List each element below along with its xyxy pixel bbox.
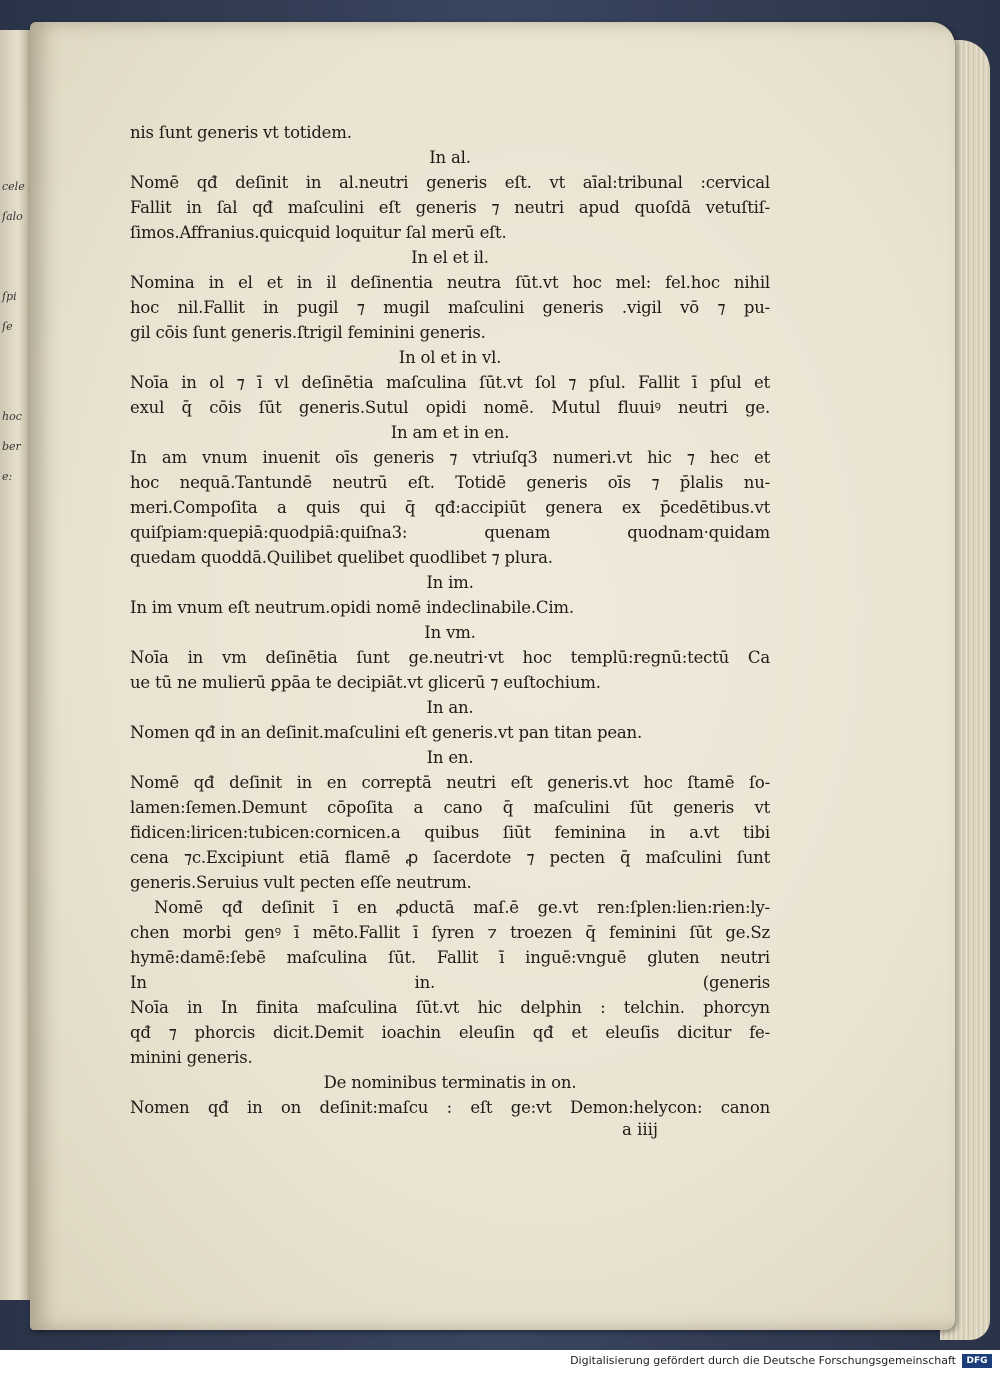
section-heading: In am et in en.: [390, 423, 510, 442]
facing-page-fragment: cele: [2, 180, 25, 193]
section-heading: De nominibus terminatis in on.: [323, 1073, 577, 1092]
text-line: Nomina in el et in il deſinentia neutra ſūt.vt hoc mel: fel.hoc nihil: [130, 273, 770, 292]
section-heading: In vm.: [424, 623, 476, 642]
text-line: nis ſunt generis vt totidem.: [130, 123, 352, 142]
dfg-logo: DFG: [962, 1354, 992, 1368]
section-heading: In al.: [429, 148, 471, 167]
book-page: [30, 22, 955, 1330]
text-line: quedam quoddā.Quilibet quelibet quodlibet ⁊ plura.: [130, 548, 553, 567]
text-line: quiſpiam:quepiā:quodpiā:quiſna3: quenam quodnam·quidam: [130, 523, 770, 542]
text-line: fidicen:liricen:tubicen:cornicen.a quibus ſiūt feminina in a.vt tibi: [130, 823, 770, 842]
facing-page-fragment: e:: [2, 470, 13, 483]
text-line: chen morbi genꝰ ī mēto.Fallit ī ſyren ⁊ troezen q̄ feminini ſūt ge.Sz: [130, 923, 770, 942]
section-heading: In im.: [426, 573, 474, 592]
facing-page-fragment: ſalo: [2, 210, 23, 223]
text-line: generis.Seruius vult pecten eſſe neutrum.: [130, 873, 472, 892]
text-line: Noīa in In finita maſculina ſūt.vt hic delphin : telchin. phorcyn: [130, 998, 770, 1017]
funding-credit: Digitalisierung gefördert durch die Deutsche Forschungsgemeinschaft: [570, 1354, 956, 1367]
text-line: ſimos.Affranius.quicquid loquitur ſal merū eſt.: [130, 223, 507, 242]
text-line: Nomē qđ deſinit in al.neutri generis eſt. vt aīal:tribunal :cervical: [130, 173, 770, 192]
text-line: In in. (generis: [130, 973, 770, 992]
facing-page-fragment: hoc: [2, 410, 22, 423]
text-line: lamen:ſemen.Demunt cōpoſita a cano q̄ maſculini ſūt generis vt: [130, 798, 770, 817]
text-line: hymē:damē:ſebē maſculina ſūt. Fallit ī inguē:vnguē gluten neutri: [130, 948, 770, 967]
footer-bar: [0, 1350, 1000, 1373]
text-line: cena ⁊c.Excipiunt etiā flamē ꝓ ſacerdote ⁊ pecten q̄ maſculini ſunt: [130, 848, 770, 867]
text-line: minini generis.: [130, 1048, 253, 1067]
page-text-block: [130, 120, 770, 1120]
text-line: hoc nequā.Tantundē neutrū eſt. Totidē generis oīs ⁊ p̄lalis nu-: [130, 473, 770, 492]
text-line: Nomen qđ in an deſinit.maſculini eſt generis.vt pan titan pean.: [130, 723, 643, 742]
facing-page-fragment: ſe: [2, 320, 13, 333]
text-line: meri.Compoſita a quis qui q̄ qđ:accipiūt genera ex p̄cedētibus.vt: [130, 498, 770, 517]
text-line: Fallit in ſal qđ maſculini eſt generis ⁊ neutri apud quoſdā vetuſtiſ-: [130, 198, 770, 217]
text-line: ue tū ne mulierū ꝑpāa te decipiāt.vt glicerū ⁊ euſtochium.: [130, 673, 601, 692]
facing-page-fragment: ber: [2, 440, 21, 453]
signature-mark: a iiij: [622, 1120, 659, 1139]
section-heading: In el et il.: [411, 248, 489, 267]
text-line: Noīa in ol ⁊ ī vl deſinētia maſculina ſūt.vt ſol ⁊ pſul. Fallit ī pſul et: [130, 373, 770, 392]
text-line: In am vnum inuenit oīs generis ⁊ vtriuſq3 numeri.vt hic ⁊ hec et: [130, 448, 770, 467]
section-heading: In an.: [426, 698, 474, 717]
facing-page-edge: [0, 30, 30, 1300]
text-line: Nomē qđ deſinit ī en ꝓductā maſ.ē ge.vt ren:ſplen:lien:rien:ly-: [154, 898, 770, 917]
text-line: gil cōis ſunt generis.ſtrigil feminini generis.: [130, 323, 486, 342]
section-heading: In en.: [426, 748, 474, 767]
text-line: In im vnum eſt neutrum.opidi nomē indeclinabile.Cim.: [130, 598, 574, 617]
text-line: hoc nil.Fallit in pugil ⁊ mugil maſculini generis .vigil vō ⁊ pu-: [130, 298, 770, 317]
text-line: exul q̄ cōis ſūt generis.Sutul opidi nomē. Mutul fluuiꝰ neutri ge.: [130, 398, 770, 417]
text-line: Nomen qđ in on deſinit:maſcu : eſt ge:vt Demon:helycon: canon: [130, 1098, 770, 1117]
section-heading: In ol et in vl.: [398, 348, 502, 367]
text-line: qđ ⁊ phorcis dicit.Demit ioachin eleuſin qđ et eleuſis dicitur fe-: [130, 1023, 770, 1042]
text-line: Noīa in vm deſinētia ſunt ge.neutri·vt hoc templū:regnū:tectū Ca: [130, 648, 770, 667]
text-line: Nomē qđ deſinit in en correptā neutri eſt generis.vt hoc ſtamē ſo-: [130, 773, 770, 792]
facing-page-fragment: ſpi: [2, 290, 17, 303]
